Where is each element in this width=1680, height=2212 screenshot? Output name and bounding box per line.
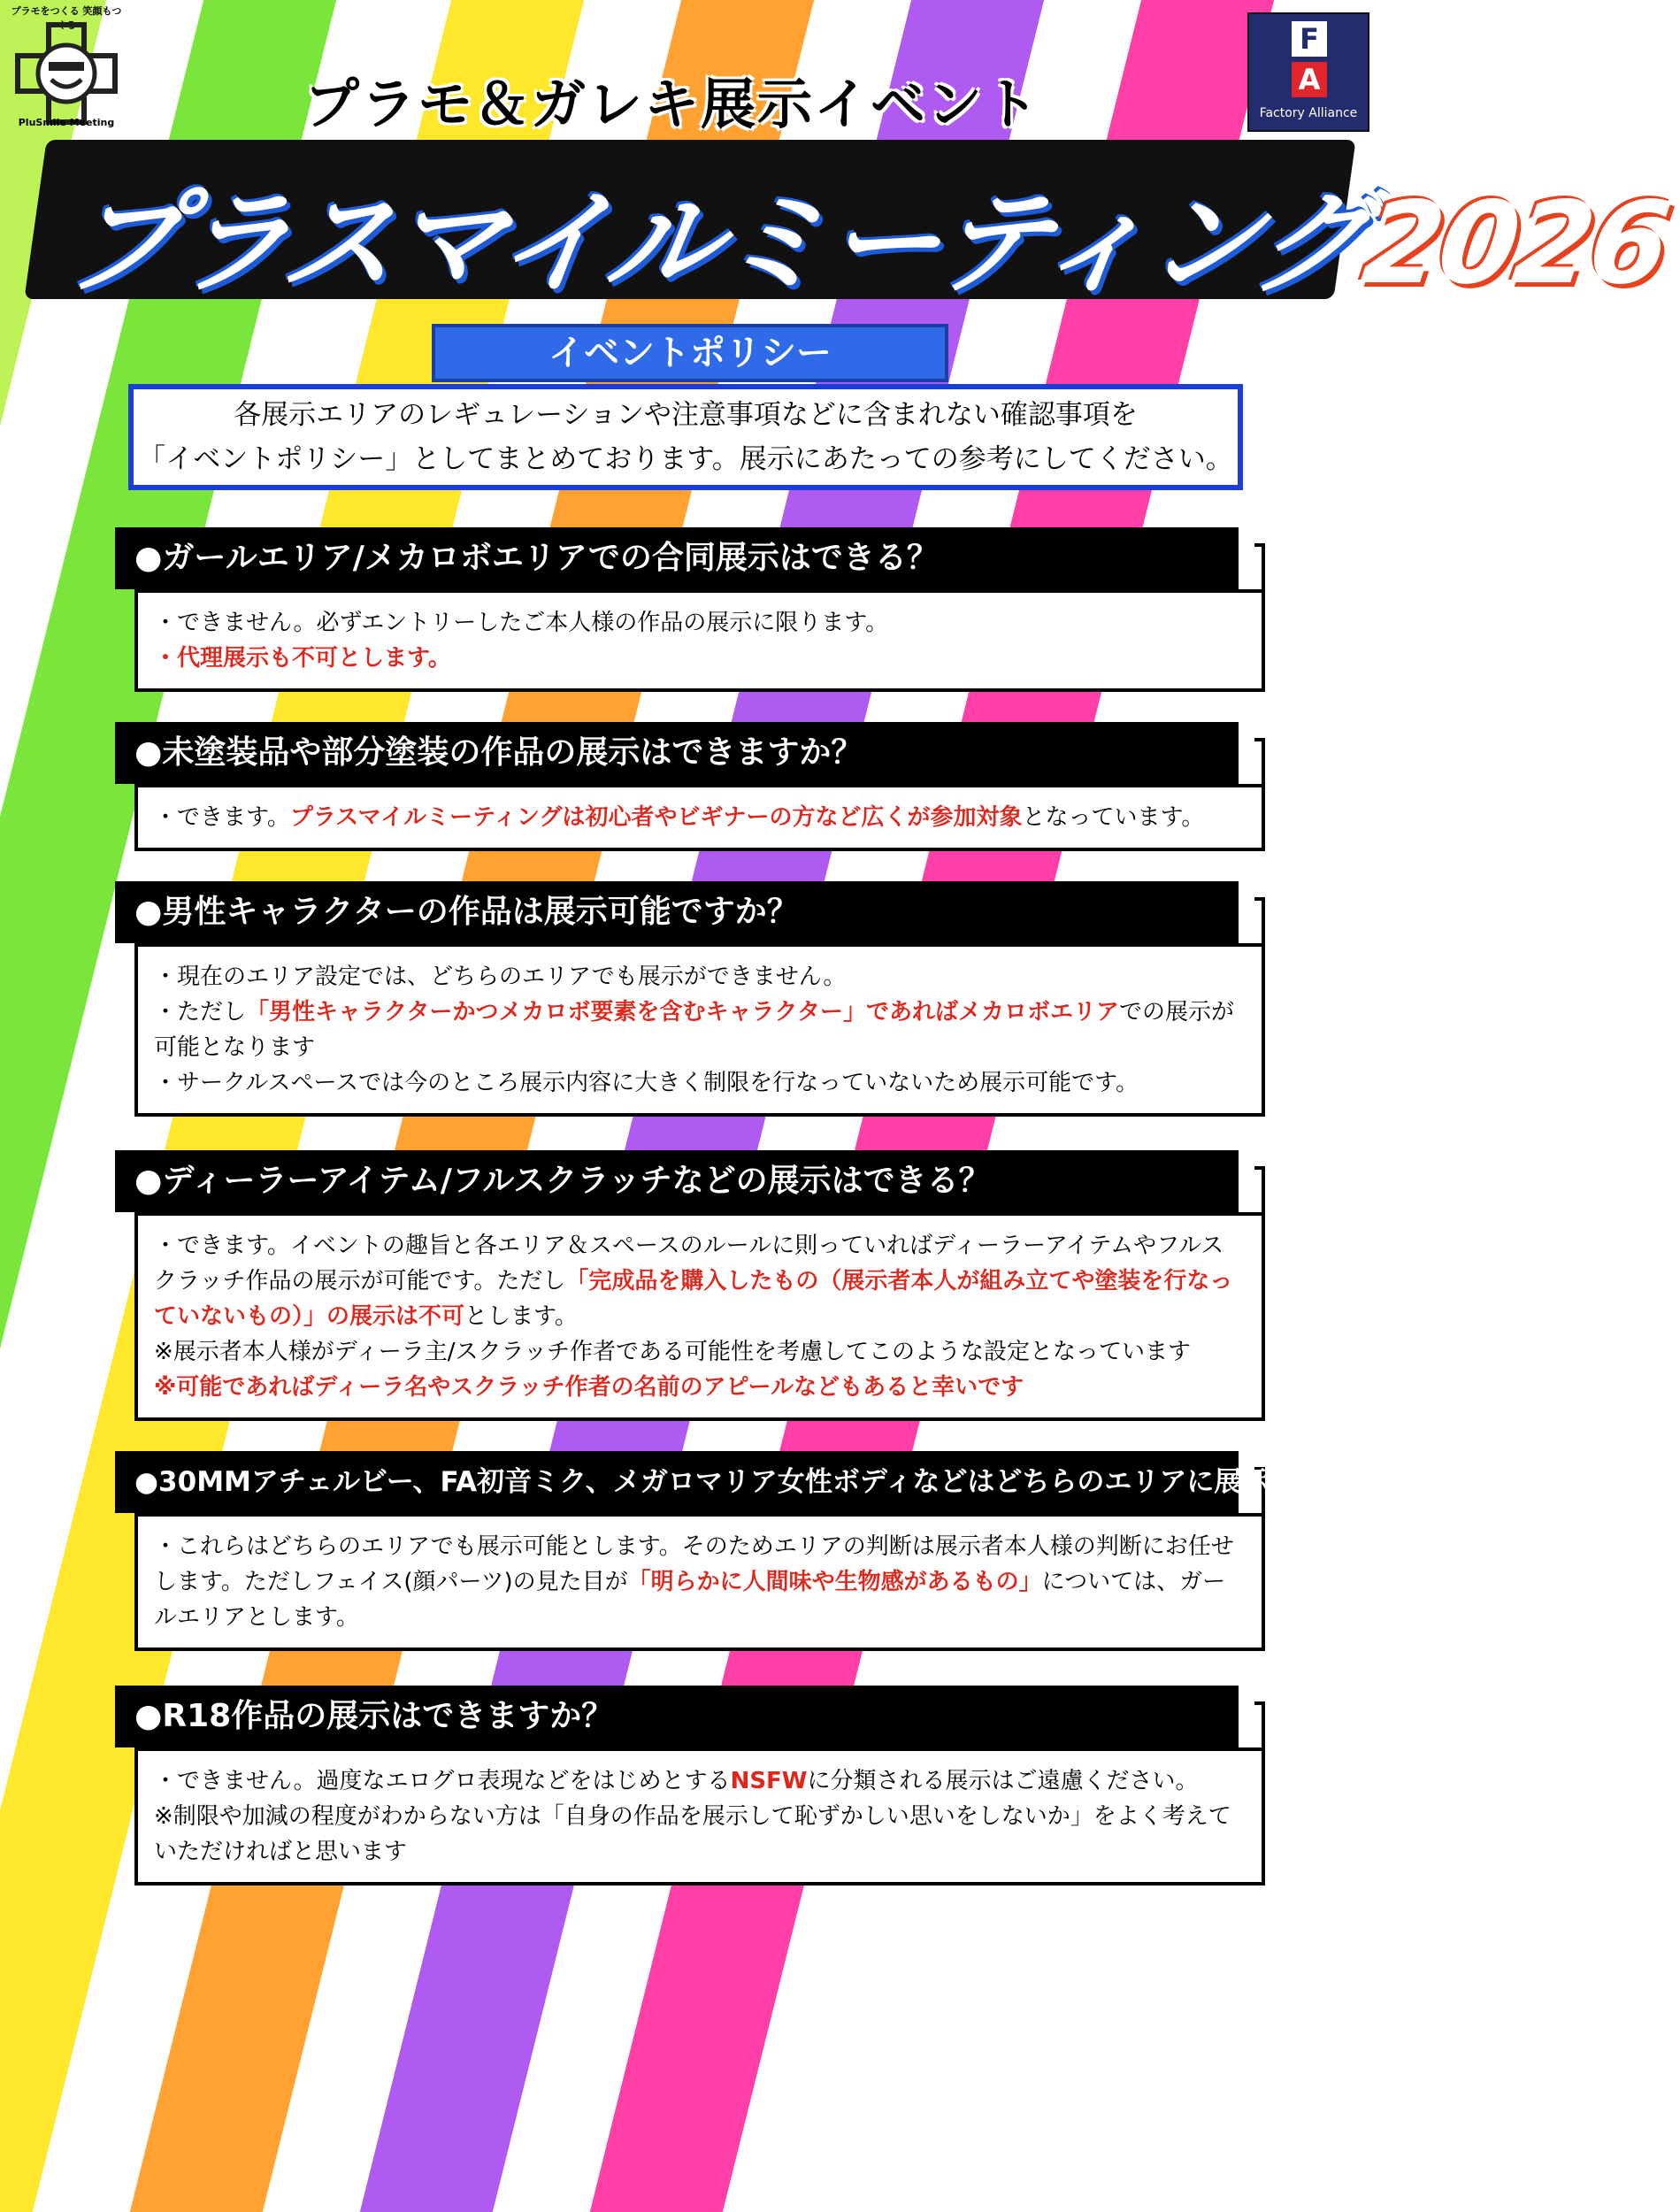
box-corner bbox=[1254, 1166, 1265, 1219]
title-text bbox=[58, 152, 1678, 315]
box-corner bbox=[1254, 543, 1265, 596]
box-corner bbox=[1254, 738, 1265, 791]
answer-box bbox=[134, 589, 1265, 692]
question-heading: ●男性キャラクターの作品は展示可能ですか？ bbox=[115, 881, 1239, 943]
answer-highlight: プラスマイルミーティングは初心者やビギナーの方など広くが参加対象 bbox=[289, 804, 1023, 831]
answer-line bbox=[154, 1228, 1246, 1334]
answer-text: とします。 bbox=[464, 1303, 578, 1330]
policy-label: イベントポリシー bbox=[432, 324, 948, 382]
event-title bbox=[24, 140, 1676, 310]
answer-highlight: NSFW bbox=[730, 1768, 808, 1794]
answer-text: ・サークルスペースでは今のところ展示内容に大きく制限を行なっていないため展示可能です。 bbox=[154, 1070, 1139, 1096]
smile-face-icon bbox=[9, 16, 124, 131]
intro-line: 各展示エリアのレギュレーションや注意事項などに含まれない確認事項を bbox=[234, 399, 1138, 431]
logo-letter-f: F bbox=[1292, 21, 1327, 57]
answer-line bbox=[154, 995, 1246, 1065]
answer-text: に分類される展示はご遠慮ください。 bbox=[807, 1768, 1199, 1794]
answer-line bbox=[154, 1529, 1246, 1635]
answer-highlight: 「完成品を購入したもの（展示者本人が組み立てや塗装を行なっていないもの）」の展示は不可 bbox=[154, 1268, 1233, 1330]
question-heading: ●ガールエリア/メカロボエリアでの合同展示はできる？ bbox=[115, 527, 1239, 589]
title-main: プラスマイルミーティング bbox=[58, 178, 1374, 310]
logo-name: PluSmile Meeting bbox=[18, 117, 115, 128]
logo-letter-a: A bbox=[1292, 62, 1327, 97]
event-subtitle: プラモ＆ガレキ展示イベント bbox=[303, 72, 1040, 136]
answer-box bbox=[134, 943, 1265, 1117]
answer-text: ※展示者本人様がディーラ主/スクラッチ作者である可能性を考慮してこのような設定となっています bbox=[154, 1339, 1191, 1365]
answer-text: ・できません。必ずエントリーしたご本人様の作品の展示に限ります。 bbox=[154, 610, 889, 636]
answer-line bbox=[154, 1763, 1246, 1799]
answer-box bbox=[134, 1747, 1265, 1886]
logo-name: Factory Alliance bbox=[1259, 106, 1358, 120]
answer-highlight: 「明らかに人間味や生物感があるもの」 bbox=[627, 1569, 1042, 1595]
answer-line bbox=[154, 800, 1246, 835]
answer-text: については、ガールエリアとします。 bbox=[154, 1569, 1226, 1631]
answer-line bbox=[154, 605, 1246, 641]
plusmile-logo bbox=[9, 4, 124, 127]
answer-text: での展示が可能となります bbox=[154, 999, 1234, 1061]
answer-text: ・できます。 bbox=[154, 804, 290, 831]
answer-box bbox=[134, 784, 1265, 851]
box-corner bbox=[1254, 1701, 1265, 1755]
answer-box bbox=[134, 1513, 1265, 1651]
answer-line bbox=[154, 641, 1246, 676]
answer-text: ・ただし bbox=[154, 999, 247, 1025]
answer-highlight: ・代理展示も不可とします。 bbox=[154, 645, 451, 672]
answer-line bbox=[154, 1065, 1246, 1101]
answer-highlight: 「男性キャラクターかつメカロボ要素を含むキャラクター」であればメカロボエリア bbox=[246, 999, 1119, 1025]
intro-line: 「イベントポリシー」としてまとめております。展示にあたっての参考にしてください。 bbox=[138, 443, 1233, 475]
answer-line bbox=[154, 1334, 1246, 1370]
answer-line bbox=[154, 959, 1246, 995]
answer-line bbox=[154, 1799, 1246, 1870]
logo-tagline: プラモをつくる 笑顔もつくる bbox=[11, 5, 122, 31]
question-heading: ●30MMアチェルビー、FA初音ミク、メガロマリア女性ボディなどはどちらのエリアに展示できますか？ bbox=[115, 1451, 1239, 1513]
answer-text: ・これらはどちらのエリアでも展示可能とします。そのためエリアの判断は展示者本人様の判断にお任せします。ただしフェイス(顔パーツ)の見た目が bbox=[154, 1533, 1234, 1595]
answer-line bbox=[154, 1370, 1246, 1405]
answer-highlight: ※可能であればディーラ名やスクラッチ作者の名前のアピールなどもあると幸いです bbox=[154, 1374, 1024, 1401]
answer-text: となっています。 bbox=[1022, 804, 1205, 831]
answer-text: ・できません。過度なエログロ表現などをはじめとする bbox=[154, 1768, 731, 1794]
box-corner bbox=[1254, 897, 1265, 950]
answer-box bbox=[134, 1212, 1265, 1421]
question-heading: ●R18作品の展示はできますか？ bbox=[115, 1686, 1239, 1747]
question-heading: ●ディーラーアイテム/フルスクラッチなどの展示はできる？ bbox=[115, 1150, 1239, 1212]
factory-alliance-logo bbox=[1247, 12, 1369, 132]
answer-text: ※制限や加減の程度がわからない方は「自身の作品を展示して恥ずかしい思いをしないか」をよく考えていただければと思います bbox=[154, 1803, 1231, 1865]
answer-text: ・できます。イベントの趣旨と各エリア＆スペースのルールに則っていればディーラーアイテムやフルスクラッチ作品の展示が可能です。ただし bbox=[154, 1233, 1224, 1294]
title-year: 2026 bbox=[1354, 178, 1676, 310]
answer-text: ・現在のエリア設定では、どちらのエリアでも展示ができません。 bbox=[154, 964, 847, 990]
intro-box bbox=[128, 384, 1243, 490]
question-heading: ●未塗装品や部分塗装の作品の展示はできますか？ bbox=[115, 722, 1239, 784]
